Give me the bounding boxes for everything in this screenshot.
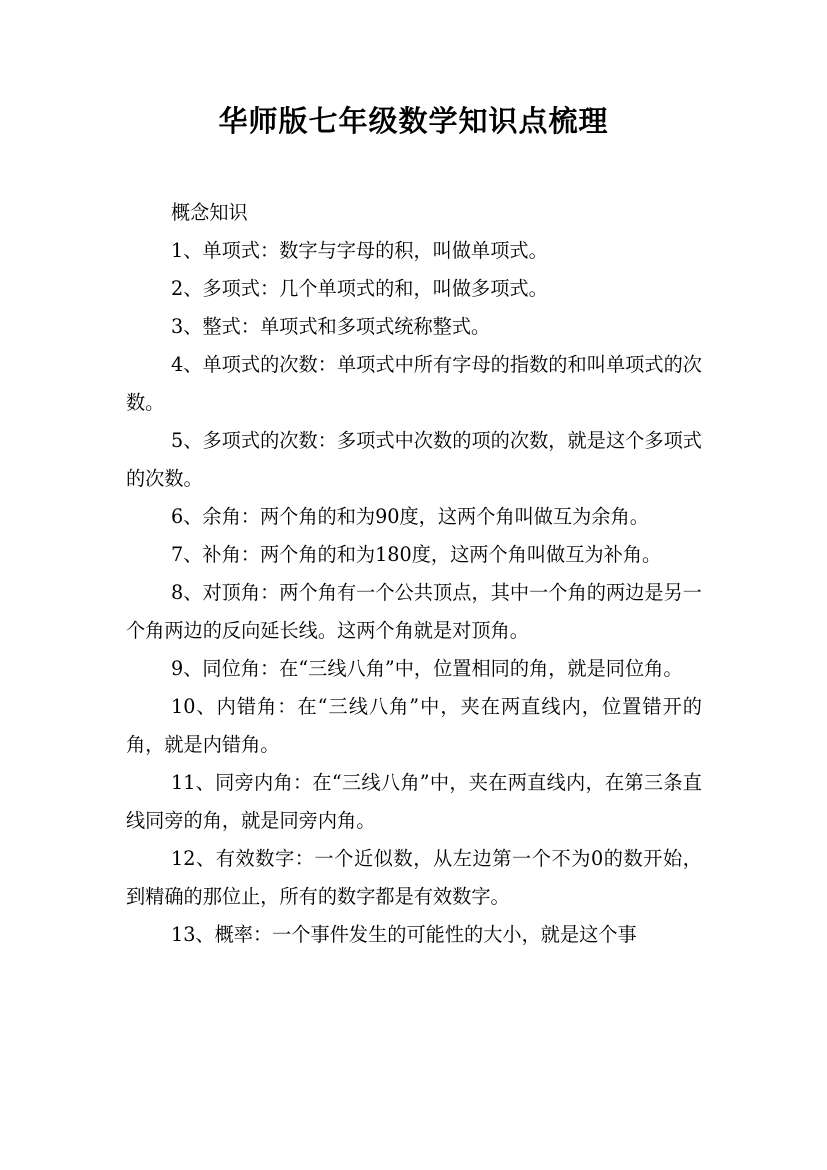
paragraph-item-13: 13、概率：一个事件发生的可能性的大小，就是这个事: [171, 923, 637, 946]
paragraph-item-3: 3、整式：单项式和多项式统称整式。: [171, 315, 491, 338]
paragraph-item-11: 11、同旁内角：在“三线八角”中，夹在两直线内，在第三条直线同旁的角，就是同旁内角。: [126, 771, 702, 832]
paragraph-item-12: 12、有效数字：一个近似数，从左边第一个不为0的数开始，到精确的那位止，所有的数字都是有效数字。: [126, 847, 702, 908]
paragraph-item-9: 9、同位角：在“三线八角”中，位置相同的角，就是同位角。: [171, 657, 683, 680]
paragraph-item-7: 7、补角：两个角的和为180度，这两个角叫做互为补角。: [171, 543, 662, 566]
paragraph-item-8: 8、对顶角：两个角有一个公共顶点，其中一个角的两边是另一个角两边的反向延长线。这两个角就是对顶角。: [126, 581, 702, 642]
paragraph-item-6: 6、余角：两个角的和为90度，这两个角叫做互为余角。: [171, 505, 649, 528]
paragraph-item-4: 4、单项式的次数：单项式中所有字母的指数的和叫单项式的次数。: [126, 353, 702, 414]
section-heading: 概念知识: [171, 201, 248, 224]
paragraph-item-5: 5、多项式的次数：多项式中次数的项的次数，就是这个多项式的次数。: [126, 429, 702, 490]
paragraph-item-2: 2、多项式：几个单项式的和，叫做多项式。: [171, 277, 548, 300]
paragraph-item-1: 1、单项式：数字与字母的积，叫做单项式。: [171, 239, 548, 262]
document-title: 华师版七年级数学知识点梳理: [218, 104, 609, 138]
document-body: [126, 194, 702, 954]
paragraph-item-10: 10、内错角：在“三线八角”中，夹在两直线内，位置错开的角，就是内错角。: [126, 695, 702, 756]
